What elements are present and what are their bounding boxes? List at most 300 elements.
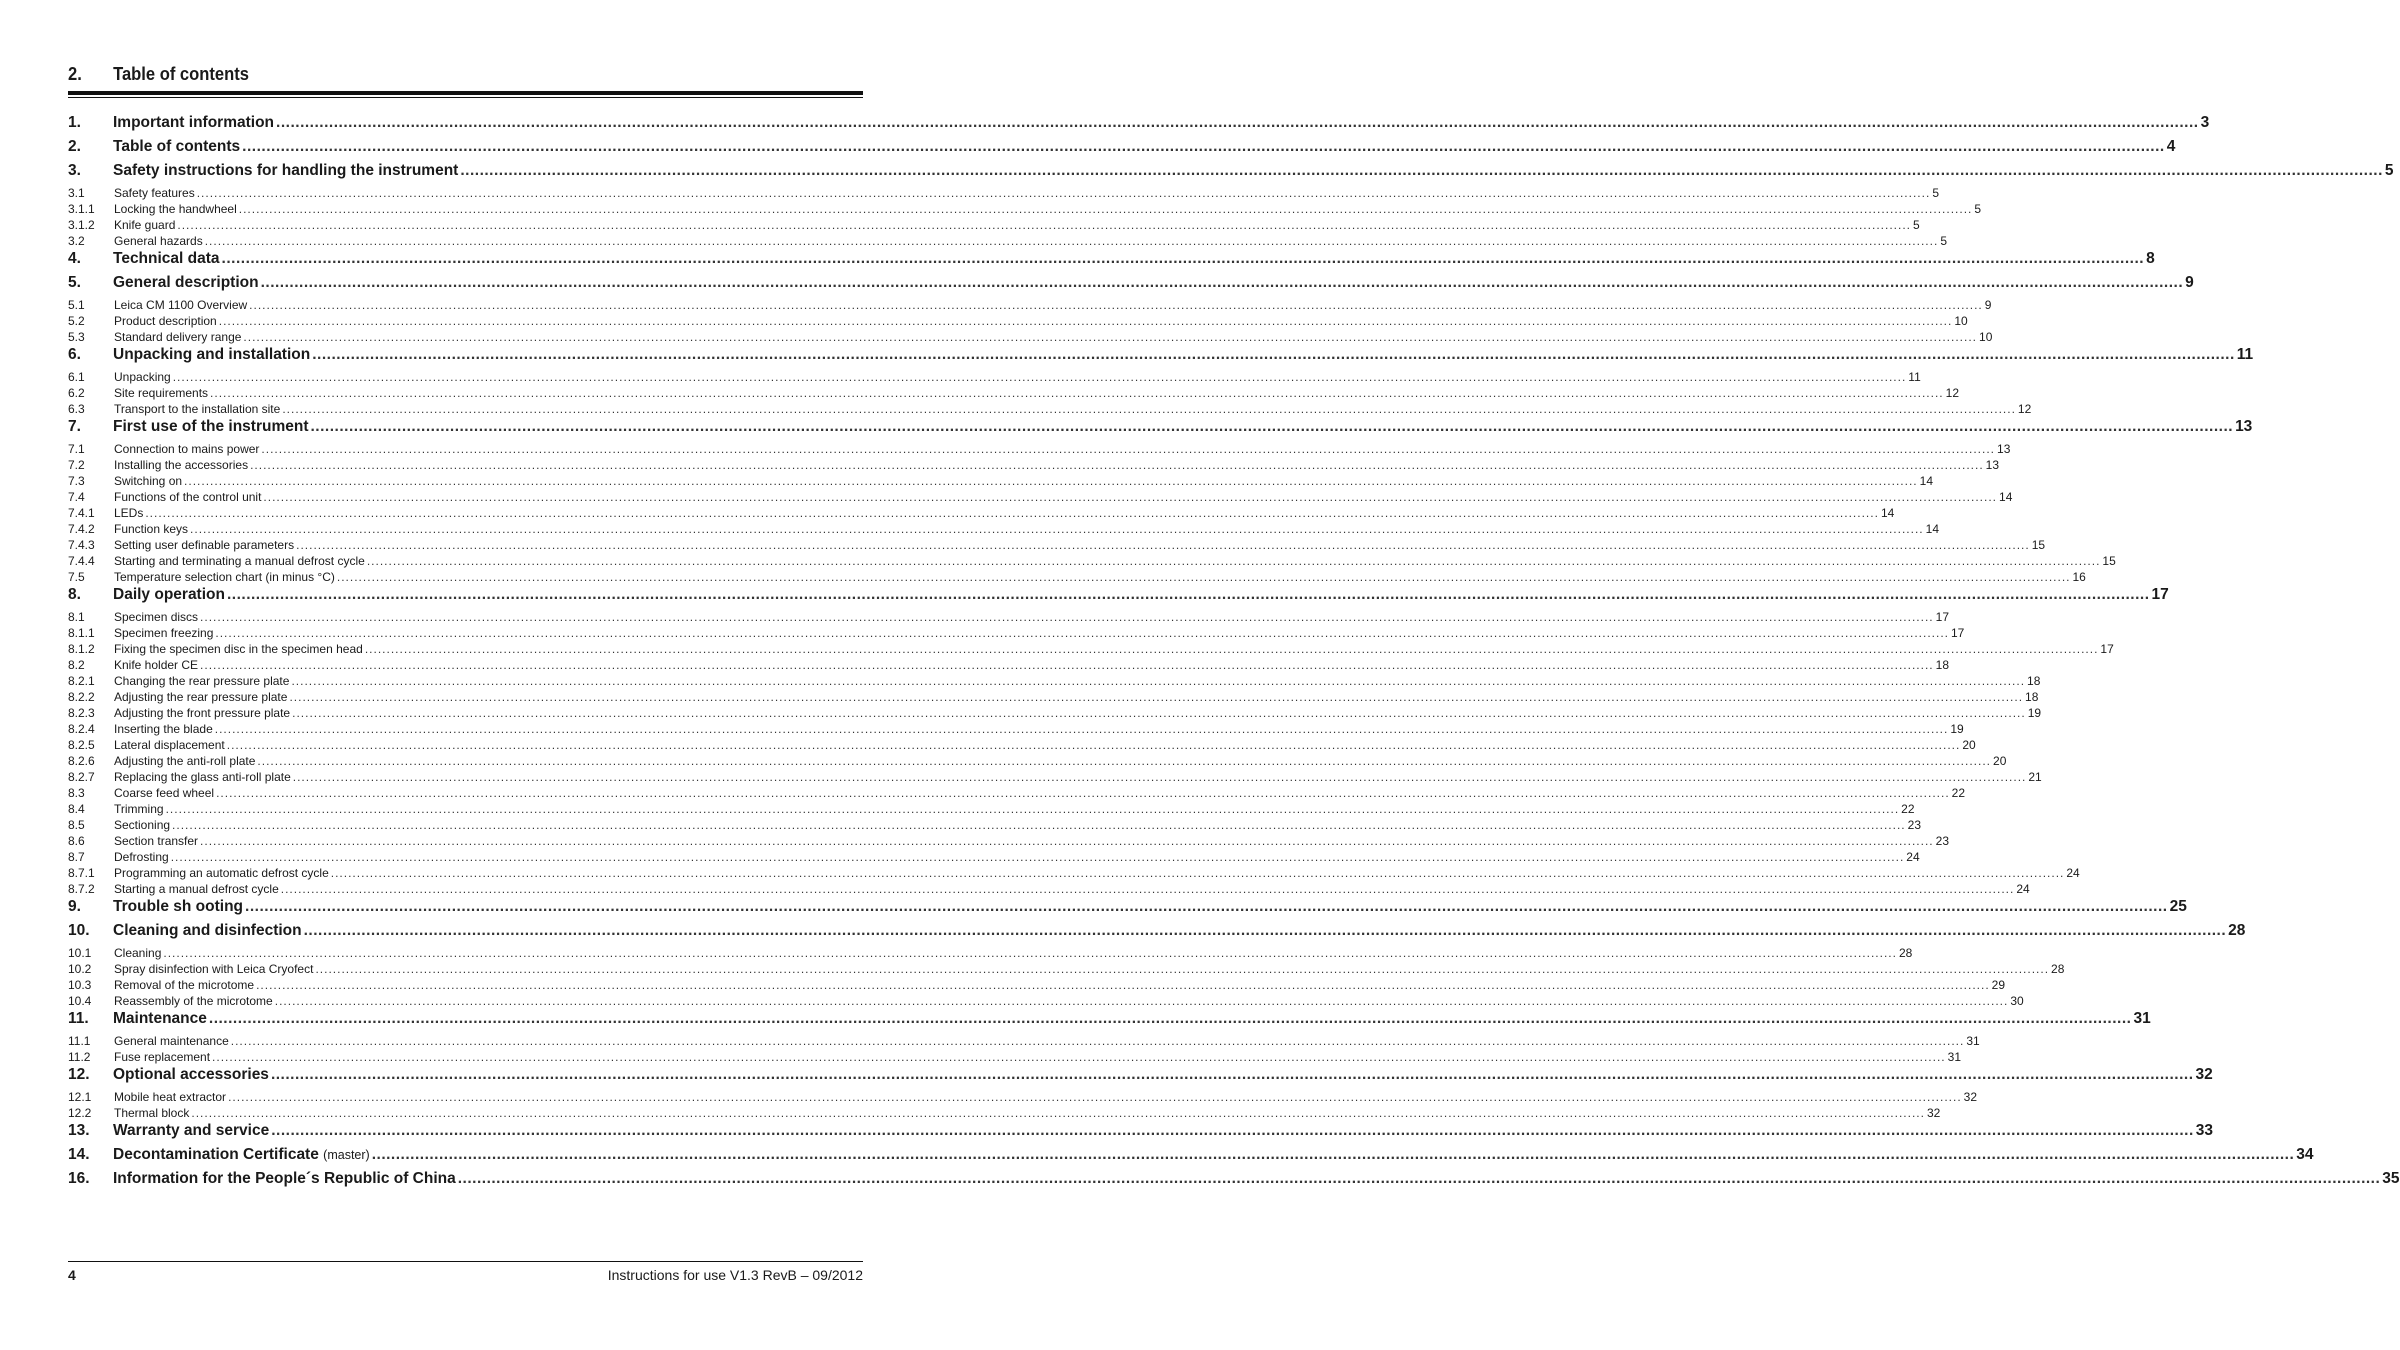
toc-section-entry[interactable] <box>68 114 2210 138</box>
dot-leader: ................................................................................................................................................................................................................................................................................................................................................................................................................ <box>165 802 1900 816</box>
toc-subsection-entry[interactable] <box>68 474 1933 490</box>
entry-page-number: 22 <box>1951 786 1966 800</box>
entry-page-number: 17 <box>2100 642 2114 656</box>
dot-leader: ................................................................................................................................................................................................................................................................................................................................................................................................................ <box>292 706 2026 720</box>
entry-number: 10. <box>68 922 90 939</box>
entry-page-number: 23 <box>1935 834 1949 848</box>
entry-number: 10.3 <box>68 978 92 992</box>
entry-title: Cleaning and disinfection <box>113 922 302 939</box>
toc-section-entry[interactable] <box>68 162 2394 186</box>
entry-title: Optional accessories <box>113 1066 269 1083</box>
entry-number: 7.2 <box>68 458 85 472</box>
toc-section-entry[interactable] <box>68 1010 2151 1034</box>
dot-leader: ................................................................................................................................................................................................................................................................................................................................................................................................................ <box>170 850 1905 864</box>
entry-number: 7.4.4 <box>68 554 95 568</box>
entry-number: 6.3 <box>68 402 85 416</box>
entry-title: Technical data <box>113 250 220 267</box>
entry-number: 8.2.7 <box>68 770 95 784</box>
entry-title: Temperature selection chart (in minus °C) <box>114 570 335 584</box>
entry-title: Adjusting the anti-roll plate <box>114 754 256 768</box>
entry-page-number: 4 <box>2166 138 2176 155</box>
dot-leader: ................................................................................................................................................................................................................................................................................................................................................................................................................ <box>250 458 1984 472</box>
entry-page-number: 5 <box>1912 218 1920 232</box>
toc-subsection-entry[interactable] <box>68 674 2041 690</box>
entry-title: Daily operation <box>113 586 225 603</box>
toc-subsection-entry[interactable] <box>68 866 2080 882</box>
entry-title: Transport to the installation site <box>114 402 281 416</box>
entry-page-number: 3 <box>2200 114 2210 131</box>
entry-page-number: 13 <box>2235 418 2253 435</box>
toc-subsection-entry[interactable] <box>68 962 2065 978</box>
entry-page-number: 9 <box>1984 298 1992 312</box>
toc-subsection-entry[interactable] <box>68 802 1915 818</box>
entry-title: Function keys <box>114 522 189 536</box>
entry-number: 8.2.2 <box>68 690 95 704</box>
entry-title: Knife guard <box>114 218 176 232</box>
dot-leader: ................................................................................................................................................................................................................................................................................................................................................................................................................ <box>312 346 2235 363</box>
entry-page-number: 18 <box>2027 674 2041 688</box>
entry-page-number: 35 <box>2382 1170 2400 1187</box>
entry-number: 13. <box>68 1122 90 1139</box>
dot-leader: ................................................................................................................................................................................................................................................................................................................................................................................................................ <box>336 570 2071 584</box>
entry-number: 3.1 <box>68 186 85 200</box>
entry-title: Fuse replacement <box>114 1050 211 1064</box>
dot-leader: ................................................................................................................................................................................................................................................................................................................................................................................................................ <box>276 114 2199 131</box>
entry-number: 8. <box>68 586 81 603</box>
entry-title: General hazards <box>114 234 203 248</box>
toc-section-entry[interactable] <box>68 418 2253 442</box>
dot-leader: ................................................................................................................................................................................................................................................................................................................................................................................................................ <box>190 522 1924 536</box>
entry-page-number: 32 <box>1926 1106 1941 1120</box>
entry-page-number: 16 <box>2072 570 2086 584</box>
entry-title: Thermal block <box>114 1106 190 1120</box>
toc-subsection-entry[interactable] <box>68 978 2006 994</box>
entry-title: Spray disinfection with Leica Cryofect <box>114 962 314 976</box>
entry-number: 6.2 <box>68 386 85 400</box>
toc-subsection-entry[interactable] <box>68 490 2013 506</box>
dot-leader: ................................................................................................................................................................................................................................................................................................................................................................................................................ <box>256 978 1990 992</box>
entry-title: General description <box>113 274 259 291</box>
entry-number: 7.1 <box>68 442 85 456</box>
entry-title: LEDs <box>114 506 144 520</box>
entry-page-number: 11 <box>2236 346 2254 363</box>
dot-leader: ................................................................................................................................................................................................................................................................................................................................................................................................................ <box>292 770 2027 784</box>
dot-leader: ................................................................................................................................................................................................................................................................................................................................................................................................................ <box>245 898 2168 915</box>
entry-page-number: 11 <box>1908 370 1921 384</box>
entry-title: Site requirements <box>114 386 209 400</box>
entry-number: 8.2.1 <box>68 674 95 688</box>
entry-title: Defrosting <box>114 850 169 864</box>
entry-number: 7.3 <box>68 474 85 488</box>
toc-subsection-entry[interactable] <box>68 314 1968 330</box>
dot-leader: ................................................................................................................................................................................................................................................................................................................................................................................................................ <box>145 506 1879 520</box>
toc-section-entry[interactable] <box>68 586 2169 610</box>
entry-number: 10.2 <box>68 962 92 976</box>
entry-title: Adjusting the rear pressure plate <box>114 690 288 704</box>
dot-leader: ................................................................................................................................................................................................................................................................................................................................................................................................................ <box>215 626 1949 640</box>
entry-title: Leica CM 1100 Overview <box>114 298 248 312</box>
entry-number: 8.7 <box>68 850 85 864</box>
dot-leader: ................................................................................................................................................................................................................................................................................................................................................................................................................ <box>204 234 1939 248</box>
entry-title: Important information <box>113 114 275 131</box>
dot-leader: ................................................................................................................................................................................................................................................................................................................................................................................................................ <box>371 1146 2295 1163</box>
entry-page-number: 8 <box>2146 250 2155 267</box>
toc-subsection-entry[interactable] <box>68 994 2024 1010</box>
entry-title: Specimen discs <box>114 610 199 624</box>
toc-subsection-entry[interactable] <box>68 850 1920 866</box>
toc-section-entry[interactable] <box>68 138 2176 162</box>
toc-subsection-entry[interactable] <box>68 770 2042 786</box>
page-title <box>68 64 799 85</box>
toc-subsection-entry[interactable] <box>68 218 1920 234</box>
entry-title: Fixing the specimen disc in the specimen head <box>114 642 363 656</box>
entry-number: 11.1 <box>68 1034 91 1048</box>
dot-leader: ................................................................................................................................................................................................................................................................................................................................................................................................................ <box>172 818 1906 832</box>
toc-subsection-entry[interactable] <box>68 610 1949 626</box>
dot-leader: ................................................................................................................................................................................................................................................................................................................................................................................................................ <box>280 882 2015 896</box>
toc-subsection-entry[interactable] <box>68 658 1949 674</box>
dot-leader: ................................................................................................................................................................................................................................................................................................................................................................................................................ <box>200 834 1934 848</box>
dot-leader: ................................................................................................................................................................................................................................................................................................................................................................................................................ <box>460 162 2383 179</box>
entry-number: 11.2 <box>68 1050 91 1064</box>
entry-page-number: 29 <box>1991 978 2006 992</box>
entry-title: Information for the People´s Republic of China <box>113 1170 456 1187</box>
entry-page-number: 17 <box>1935 610 1949 624</box>
header-rule-thin <box>68 97 863 98</box>
toc-subsection-entry[interactable] <box>68 402 2032 418</box>
toc-section-entry[interactable] <box>68 1066 2213 1090</box>
entry-page-number: 14 <box>1925 522 1939 536</box>
entry-page-number: 31 <box>2133 1010 2151 1027</box>
dot-leader: ................................................................................................................................................................................................................................................................................................................................................................................................................ <box>243 330 1978 344</box>
entry-number: 8.5 <box>68 818 85 832</box>
dot-leader: ................................................................................................................................................................................................................................................................................................................................................................................................................ <box>271 1122 2194 1139</box>
entry-page-number: 13 <box>1985 458 2000 472</box>
toc-section-entry[interactable] <box>68 922 2246 946</box>
entry-page-number: 21 <box>2028 770 2042 784</box>
entry-page-number: 33 <box>2195 1122 2214 1139</box>
entry-title: Table of contents <box>113 138 241 155</box>
entry-title: Safety features <box>114 186 195 200</box>
dot-leader: ................................................................................................................................................................................................................................................................................................................................................................................................................ <box>296 538 2030 552</box>
entry-title: Reassembly of the microtome <box>114 994 273 1008</box>
entry-number: 8.4 <box>68 802 85 816</box>
entry-number: 8.1.2 <box>68 642 95 656</box>
entry-page-number: 5 <box>1932 186 1939 200</box>
entry-page-number: 28 <box>1898 946 1913 960</box>
entry-title: Setting user definable parameters <box>114 538 295 552</box>
dot-leader: ................................................................................................................................................................................................................................................................................................................................................................................................................ <box>230 1034 1965 1048</box>
entry-page-number: 25 <box>2169 898 2187 915</box>
toc-subsection-entry[interactable] <box>68 1106 1941 1122</box>
entry-page-number: 32 <box>2195 1066 2213 1083</box>
dot-leader: ................................................................................................................................................................................................................................................................................................................................................................................................................ <box>196 186 1931 200</box>
entry-page-number: 12 <box>2017 402 2032 416</box>
entry-page-number: 9 <box>2185 274 2194 291</box>
entry-title: Removal of the microtome <box>114 978 255 992</box>
entry-number: 8.3 <box>68 786 85 800</box>
dot-leader: ................................................................................................................................................................................................................................................................................................................................................................................................................ <box>226 738 1961 752</box>
entry-page-number: 24 <box>2066 866 2080 880</box>
entry-page-number: 5 <box>2384 162 2394 179</box>
toc-subsection-entry[interactable] <box>68 570 2086 586</box>
entry-page-number: 31 <box>1947 1050 1961 1064</box>
entry-number: 7.5 <box>68 570 85 584</box>
entry-page-number: 17 <box>1950 626 1965 640</box>
entry-title: Maintenance <box>113 1010 207 1027</box>
toc-subsection-entry[interactable] <box>68 690 2039 706</box>
dot-leader: ................................................................................................................................................................................................................................................................................................................................................................................................................ <box>270 1066 2194 1083</box>
entry-number: 8.7.2 <box>68 882 95 896</box>
entry-page-number: 17 <box>2151 586 2169 603</box>
dot-leader: ................................................................................................................................................................................................................................................................................................................................................................................................................ <box>228 1090 1962 1104</box>
entry-title: Standard delivery range <box>114 330 242 344</box>
entry-number: 3.2 <box>68 234 85 248</box>
toc-subsection-entry[interactable] <box>68 1050 1961 1066</box>
header-rule-thick <box>68 91 863 95</box>
dot-leader: ................................................................................................................................................................................................................................................................................................................................................................................................................ <box>260 274 2184 291</box>
toc-subsection-entry[interactable] <box>68 1090 1978 1106</box>
entry-title: Cleaning <box>114 946 162 960</box>
entry-page-number: 5 <box>1940 234 1947 248</box>
toc-section-entry[interactable] <box>68 250 2155 274</box>
entry-title: Trimming <box>114 802 164 816</box>
entry-number: 8.2 <box>68 658 85 672</box>
entry-number: 8.7.1 <box>68 866 95 880</box>
toc-section-entry[interactable] <box>68 1170 2400 1194</box>
entry-number: 8.1.1 <box>68 626 95 640</box>
dot-leader: ................................................................................................................................................................................................................................................................................................................................................................................................................ <box>221 250 2145 267</box>
entry-page-number: 19 <box>2027 706 2042 720</box>
dot-leader: ................................................................................................................................................................................................................................................................................................................................................................................................................ <box>457 1170 2381 1187</box>
entry-number: 3. <box>68 162 81 179</box>
entry-page-number: 19 <box>1950 722 1964 736</box>
dot-leader: ................................................................................................................................................................................................................................................................................................................................................................................................................ <box>210 386 1944 400</box>
entry-page-number: 24 <box>1906 850 1920 864</box>
entry-number: 5.3 <box>68 330 85 344</box>
toc-subsection-entry[interactable] <box>68 834 1949 850</box>
dot-leader: ................................................................................................................................................................................................................................................................................................................................................................................................................ <box>310 418 2234 435</box>
toc-subsection-entry[interactable] <box>68 626 1965 642</box>
entry-title: Installing the accessories <box>114 458 249 472</box>
entry-number: 7.4.3 <box>68 538 95 552</box>
entry-page-number: 18 <box>1935 658 1949 672</box>
entry-page-number: 14 <box>1880 506 1895 520</box>
entry-title: Decontamination Certificate <box>113 1146 319 1163</box>
entry-number: 12.2 <box>68 1106 92 1120</box>
entry-number: 8.6 <box>68 834 85 848</box>
entry-page-number: 23 <box>1907 818 1921 832</box>
toc-subsection-entry[interactable] <box>68 882 2030 898</box>
dot-leader: ................................................................................................................................................................................................................................................................................................................................................................................................................ <box>291 674 2026 688</box>
dot-leader: ................................................................................................................................................................................................................................................................................................................................................................................................................ <box>261 442 1996 456</box>
entry-number: 1. <box>68 114 81 131</box>
entry-title: Functions of the control unit <box>114 490 262 504</box>
toc-subsection-entry[interactable] <box>68 706 2042 722</box>
entry-number: 10.1 <box>68 946 92 960</box>
entry-number: 9. <box>68 898 81 915</box>
entry-page-number: 31 <box>1966 1034 1980 1048</box>
entry-number: 5.2 <box>68 314 85 328</box>
toc-subsection-entry[interactable] <box>68 458 2000 474</box>
dot-leader: ................................................................................................................................................................................................................................................................................................................................................................................................................ <box>216 786 1950 800</box>
toc-subsection-entry[interactable] <box>68 298 1992 314</box>
dot-leader: ................................................................................................................................................................................................................................................................................................................................................................................................................ <box>364 642 2099 656</box>
entry-number: 8.2.6 <box>68 754 95 768</box>
entry-number: 12. <box>68 1066 90 1083</box>
entry-title: Warranty and service <box>113 1122 270 1139</box>
entry-title: Product description <box>114 314 217 328</box>
entry-number: 6. <box>68 346 81 363</box>
entry-number: 8.1 <box>68 610 85 624</box>
page-title-text: Table of contents <box>113 64 249 84</box>
dot-leader: ................................................................................................................................................................................................................................................................................................................................................................................................................ <box>249 298 1983 312</box>
dot-leader: ................................................................................................................................................................................................................................................................................................................................................................................................................ <box>218 314 1953 328</box>
entry-page-number: 14 <box>1919 474 1933 488</box>
entry-title: Section transfer <box>114 834 199 848</box>
toc-subsection-entry[interactable] <box>68 642 2114 658</box>
dot-leader: ................................................................................................................................................................................................................................................................................................................................................................................................................ <box>242 138 2165 155</box>
toc-subsection-entry[interactable] <box>68 946 1913 962</box>
entry-number: 2. <box>68 138 81 155</box>
entry-page-number: 32 <box>1963 1090 1978 1104</box>
entry-title: Coarse feed wheel <box>114 786 215 800</box>
entry-number: 8.2.5 <box>68 738 95 752</box>
entry-number: 3.1.2 <box>68 218 95 232</box>
dot-leader: ................................................................................................................................................................................................................................................................................................................................................................................................................ <box>212 1050 1946 1064</box>
entry-number: 7.4 <box>68 490 85 504</box>
entry-title: Trouble sh ooting <box>113 898 244 915</box>
entry-number: 12.1 <box>68 1090 92 1104</box>
entry-page-number: 28 <box>2051 962 2065 976</box>
dot-leader: ................................................................................................................................................................................................................................................................................................................................................................................................................ <box>315 962 2050 976</box>
entry-title: Switching on <box>114 474 183 488</box>
entry-title: Changing the rear pressure plate <box>114 674 290 688</box>
footer-page-number: 4 <box>68 1267 76 1283</box>
dot-leader: ................................................................................................................................................................................................................................................................................................................................................................................................................ <box>177 218 1911 232</box>
toc-section-entry[interactable] <box>68 898 2187 922</box>
entry-title: Starting and terminating a manual defrost cycle <box>114 554 365 568</box>
entry-page-number: 24 <box>2016 882 2030 896</box>
entry-title: General maintenance <box>114 1034 229 1048</box>
entry-page-number: 10 <box>1979 330 1993 344</box>
entry-number: 14. <box>68 1146 90 1163</box>
entry-title: Safety instructions for handling the instrument <box>113 162 459 179</box>
entry-title: Connection to mains power <box>114 442 260 456</box>
entry-title: Replacing the glass anti-roll plate <box>114 770 291 784</box>
toc-subsection-entry[interactable] <box>68 1034 1980 1050</box>
entry-note: (master) <box>323 1148 370 1162</box>
toc-subsection-entry[interactable] <box>68 330 1993 346</box>
entry-page-number: 22 <box>1901 802 1915 816</box>
entry-title: Sectioning <box>114 818 171 832</box>
footer-document-info: Instructions for use V1.3 RevB – 09/2012 <box>607 1267 863 1283</box>
entry-page-number: 14 <box>1999 490 2013 504</box>
toc-subsection-entry[interactable] <box>68 386 1959 402</box>
toc-section-entry[interactable] <box>68 274 2194 298</box>
toc-section-entry[interactable] <box>68 1122 2214 1146</box>
entry-title: Specimen freezing <box>114 626 214 640</box>
toc-subsection-entry[interactable] <box>68 722 1964 738</box>
dot-leader: ................................................................................................................................................................................................................................................................................................................................................................................................................ <box>263 490 1998 504</box>
dot-leader: ................................................................................................................................................................................................................................................................................................................................................................................................................ <box>257 754 1992 768</box>
dot-leader: ................................................................................................................................................................................................................................................................................................................................................................................................................ <box>191 1106 1925 1120</box>
entry-page-number: 18 <box>2025 690 2039 704</box>
dot-leader: ................................................................................................................................................................................................................................................................................................................................................................................................................ <box>200 610 1934 624</box>
entry-number: 7.4.2 <box>68 522 95 536</box>
entry-page-number: 10 <box>1954 314 1968 328</box>
toc-subsection-entry[interactable] <box>68 554 2116 570</box>
entry-page-number: 15 <box>2031 538 2046 552</box>
toc-subsection-entry[interactable] <box>68 538 2046 554</box>
entry-title: Programming an automatic defrost cycle <box>114 866 329 880</box>
toc-subsection-entry[interactable] <box>68 786 1966 802</box>
dot-leader: ................................................................................................................................................................................................................................................................................................................................................................................................................ <box>163 946 1897 960</box>
entry-number: 7. <box>68 418 81 435</box>
entry-title: Locking the handwheel <box>114 202 237 216</box>
dot-leader: ................................................................................................................................................................................................................................................................................................................................................................................................................ <box>208 1010 2132 1027</box>
toc-subsection-entry[interactable] <box>68 754 2007 770</box>
table-of-contents <box>68 114 2400 1194</box>
entry-page-number: 28 <box>2228 922 2246 939</box>
dot-leader: ................................................................................................................................................................................................................................................................................................................................................................................................................ <box>282 402 2016 416</box>
toc-subsection-entry[interactable] <box>68 442 2011 458</box>
entry-number: 3.1.1 <box>68 202 95 216</box>
entry-title: Starting a manual defrost cycle <box>114 882 279 896</box>
dot-leader: ................................................................................................................................................................................................................................................................................................................................................................................................................ <box>226 586 2150 603</box>
entry-page-number: 20 <box>1993 754 2007 768</box>
entry-number: 6.1 <box>68 370 85 384</box>
entry-number: 7.4.1 <box>68 506 95 520</box>
dot-leader: ................................................................................................................................................................................................................................................................................................................................................................................................................ <box>172 370 1907 384</box>
entry-number: 4. <box>68 250 81 267</box>
entry-title: Mobile heat extractor <box>114 1090 227 1104</box>
entry-title: Inserting the blade <box>114 722 213 736</box>
entry-page-number: 12 <box>1945 386 1959 400</box>
entry-page-number: 34 <box>2296 1146 2314 1163</box>
entry-title: Unpacking and installation <box>113 346 311 363</box>
toc-subsection-entry[interactable] <box>68 370 1921 386</box>
entry-title: Adjusting the front pressure plate <box>114 706 291 720</box>
entry-number: 8.2.4 <box>68 722 95 736</box>
toc-section-entry[interactable] <box>68 1146 2314 1170</box>
page-title-number: 2. <box>68 64 82 84</box>
entry-page-number: 30 <box>2010 994 2024 1008</box>
toc-subsection-entry[interactable] <box>68 186 1939 202</box>
toc-subsection-entry[interactable] <box>68 522 1939 538</box>
toc-subsection-entry[interactable] <box>68 506 1895 522</box>
entry-number: 11. <box>68 1010 89 1027</box>
entry-title: Unpacking <box>114 370 171 384</box>
entry-number: 8.2.3 <box>68 706 95 720</box>
dot-leader: ................................................................................................................................................................................................................................................................................................................................................................................................................ <box>330 866 2065 880</box>
toc-subsection-entry[interactable] <box>68 818 1921 834</box>
footer-rule <box>68 1261 863 1262</box>
entry-number: 16. <box>68 1170 90 1187</box>
entry-number: 5. <box>68 274 81 291</box>
entry-page-number: 15 <box>2102 554 2116 568</box>
toc-section-entry[interactable] <box>68 346 2254 370</box>
toc-subsection-entry[interactable] <box>68 202 1982 218</box>
dot-leader: ................................................................................................................................................................................................................................................................................................................................................................................................................ <box>303 922 2227 939</box>
toc-subsection-entry[interactable] <box>68 738 1976 754</box>
dot-leader: ................................................................................................................................................................................................................................................................................................................................................................................................................ <box>274 994 2009 1008</box>
dot-leader: ................................................................................................................................................................................................................................................................................................................................................................................................................ <box>200 658 1934 672</box>
dot-leader: ................................................................................................................................................................................................................................................................................................................................................................................................................ <box>289 690 2024 704</box>
entry-title: Knife holder CE <box>114 658 199 672</box>
entry-title: Lateral displacement <box>114 738 225 752</box>
toc-subsection-entry[interactable] <box>68 234 1947 250</box>
